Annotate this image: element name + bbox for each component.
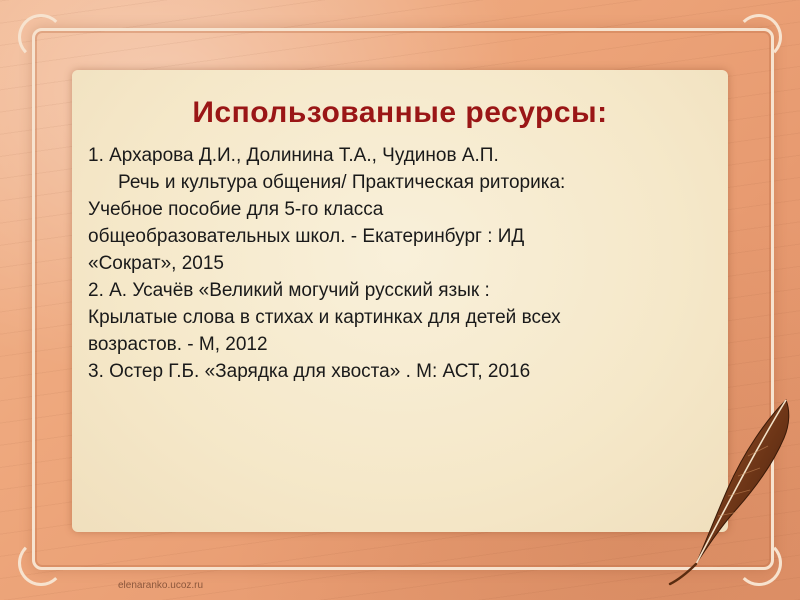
resource-2-line-2: Крылатые слова в стихах и картинках для детей всех [88,307,561,328]
resource-item-2 [88,277,718,358]
resource-3-line-1: 3. Остер Г.Б. «Зарядка для хвоста» . М: АСТ, 2016 [88,361,531,382]
feather-quill-icon [648,396,798,586]
resource-2-line-3: возрастов. - М, 2012 [88,334,268,355]
resource-1-line-3: Учебное пособие для 5-го класса [88,199,384,220]
frame-corner-top-right [736,14,782,60]
resource-2-line-1: 2. А. Усачёв «Великий могучий русский язык : [88,280,490,301]
frame-corner-bottom-left [18,540,64,586]
resource-list [88,142,718,385]
footer-url: elenaranko.ucoz.ru [118,580,204,591]
resource-1-line-1: 1. Архарова Д.И., Долинина Т.А., Чудинов А.П. [88,145,499,166]
resource-1-line-4: общеобразовательных школ. - Екатеринбург : ИД [88,226,525,247]
resource-item-3 [88,358,718,385]
frame-corner-top-left [18,14,64,60]
slide-title: Использованные ресурсы: [192,96,608,129]
resource-1-line-2: Речь и культура общения/ Практическая риторика: [118,172,566,193]
resource-item-1 [88,142,718,277]
resource-1-line-5: «Сократ», 2015 [88,253,224,274]
